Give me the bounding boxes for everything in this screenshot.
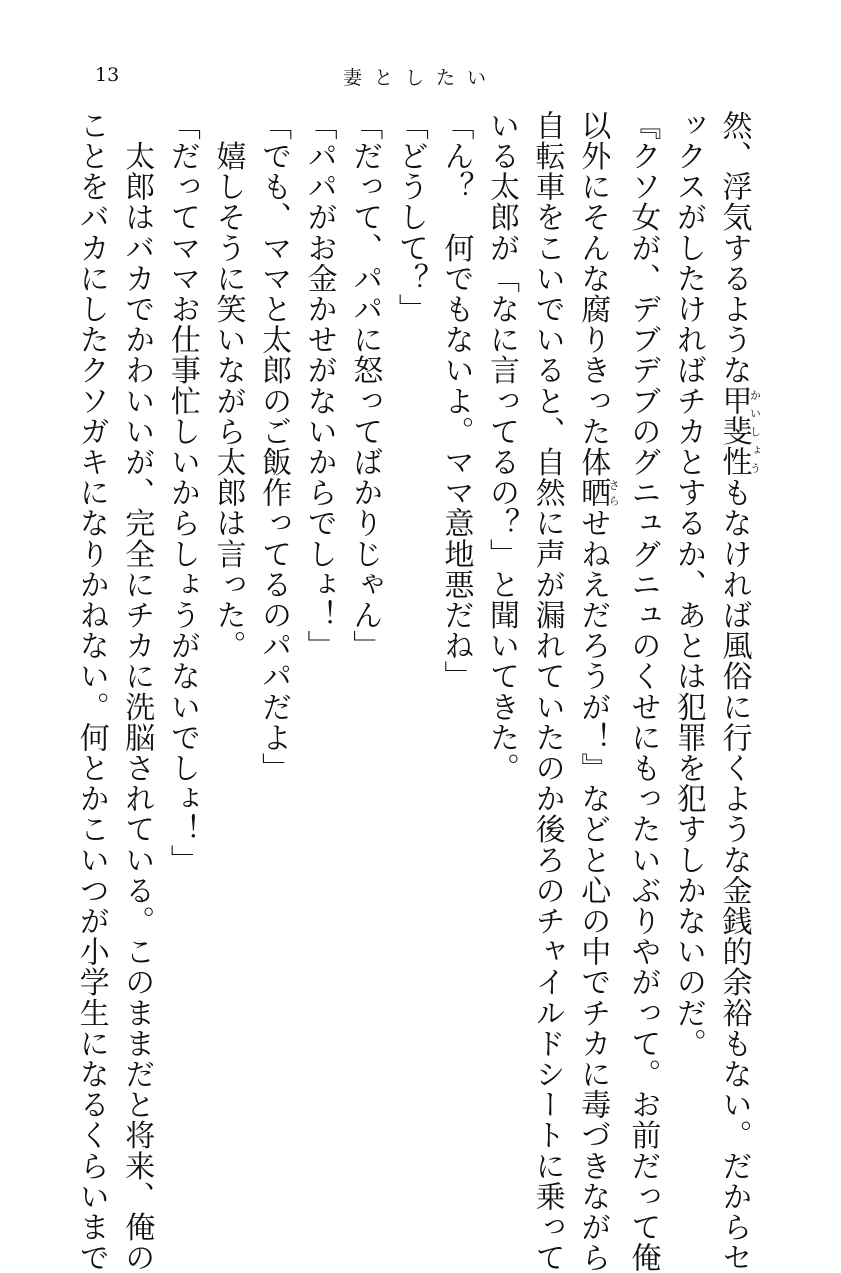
ruby-reading: さら <box>607 477 621 508</box>
ruby-base: 甲斐性 <box>716 385 752 478</box>
text-line: ことをバカにしたクソガキになりかねない。何とかこいつが小学生になるくらいまで <box>73 110 109 1273</box>
text-segment: せねえだろうが！』などと心の中でチカに毒づきながら <box>575 507 611 1273</box>
text-line: ックスがしたければチカとするか、あとは犯罪を犯すしかないのだ。 <box>670 110 706 1059</box>
text-line: 自転車をこいでいると、自然に声が漏れていたのか後ろのチャイルドシートに乗って <box>529 110 565 1273</box>
text-line: 「パパがお金かせがないからでしょ！」 <box>301 110 337 661</box>
text-line: 「だってママお仕事忙しいからしょうがないでしょ！」 <box>164 110 200 875</box>
ruby-sarasu <box>575 477 621 508</box>
text-line: 太郎はバカでかわいいが、完全にチカに洗脳されている。このままだと将来、俺の <box>119 110 155 1273</box>
page-number: 13 <box>95 64 120 86</box>
text-segment: もなければ風俗に行くような金銭的余裕もない。だからセ <box>716 477 752 1273</box>
text-line: 「どうして？」 <box>392 110 428 325</box>
ruby-reading: かいしょう <box>748 385 762 478</box>
text-line: 『クソ女が、デブデブのグニュグニュのくせにもったいぶりやがって。お前だって俺 <box>625 110 661 1273</box>
text-segment: 以外にそんな腐りきった体 <box>575 110 611 478</box>
text-line: 「でも、ママと太郎のご飯作ってるのパパだよ」 <box>256 110 292 784</box>
text-segment: 然、浮気するような <box>716 110 752 386</box>
text-line: 「ん？ 何でもないよ。ママ意地悪だね」 <box>438 110 474 692</box>
text-line <box>570 110 621 1273</box>
body-text <box>73 110 762 1273</box>
text-line: いる太郎が「なに言ってるの？」と聞いてきた。 <box>484 110 520 784</box>
text-line <box>711 110 762 1273</box>
text-line: 「だって、パパに怒ってばかりじゃん」 <box>347 110 383 661</box>
running-title: 妻としたい <box>342 67 498 89</box>
text-line: 嬉しそうに笑いながら太郎は言った。 <box>210 110 246 661</box>
ruby-kaishou <box>716 385 762 478</box>
ruby-base: 晒 <box>575 477 611 508</box>
